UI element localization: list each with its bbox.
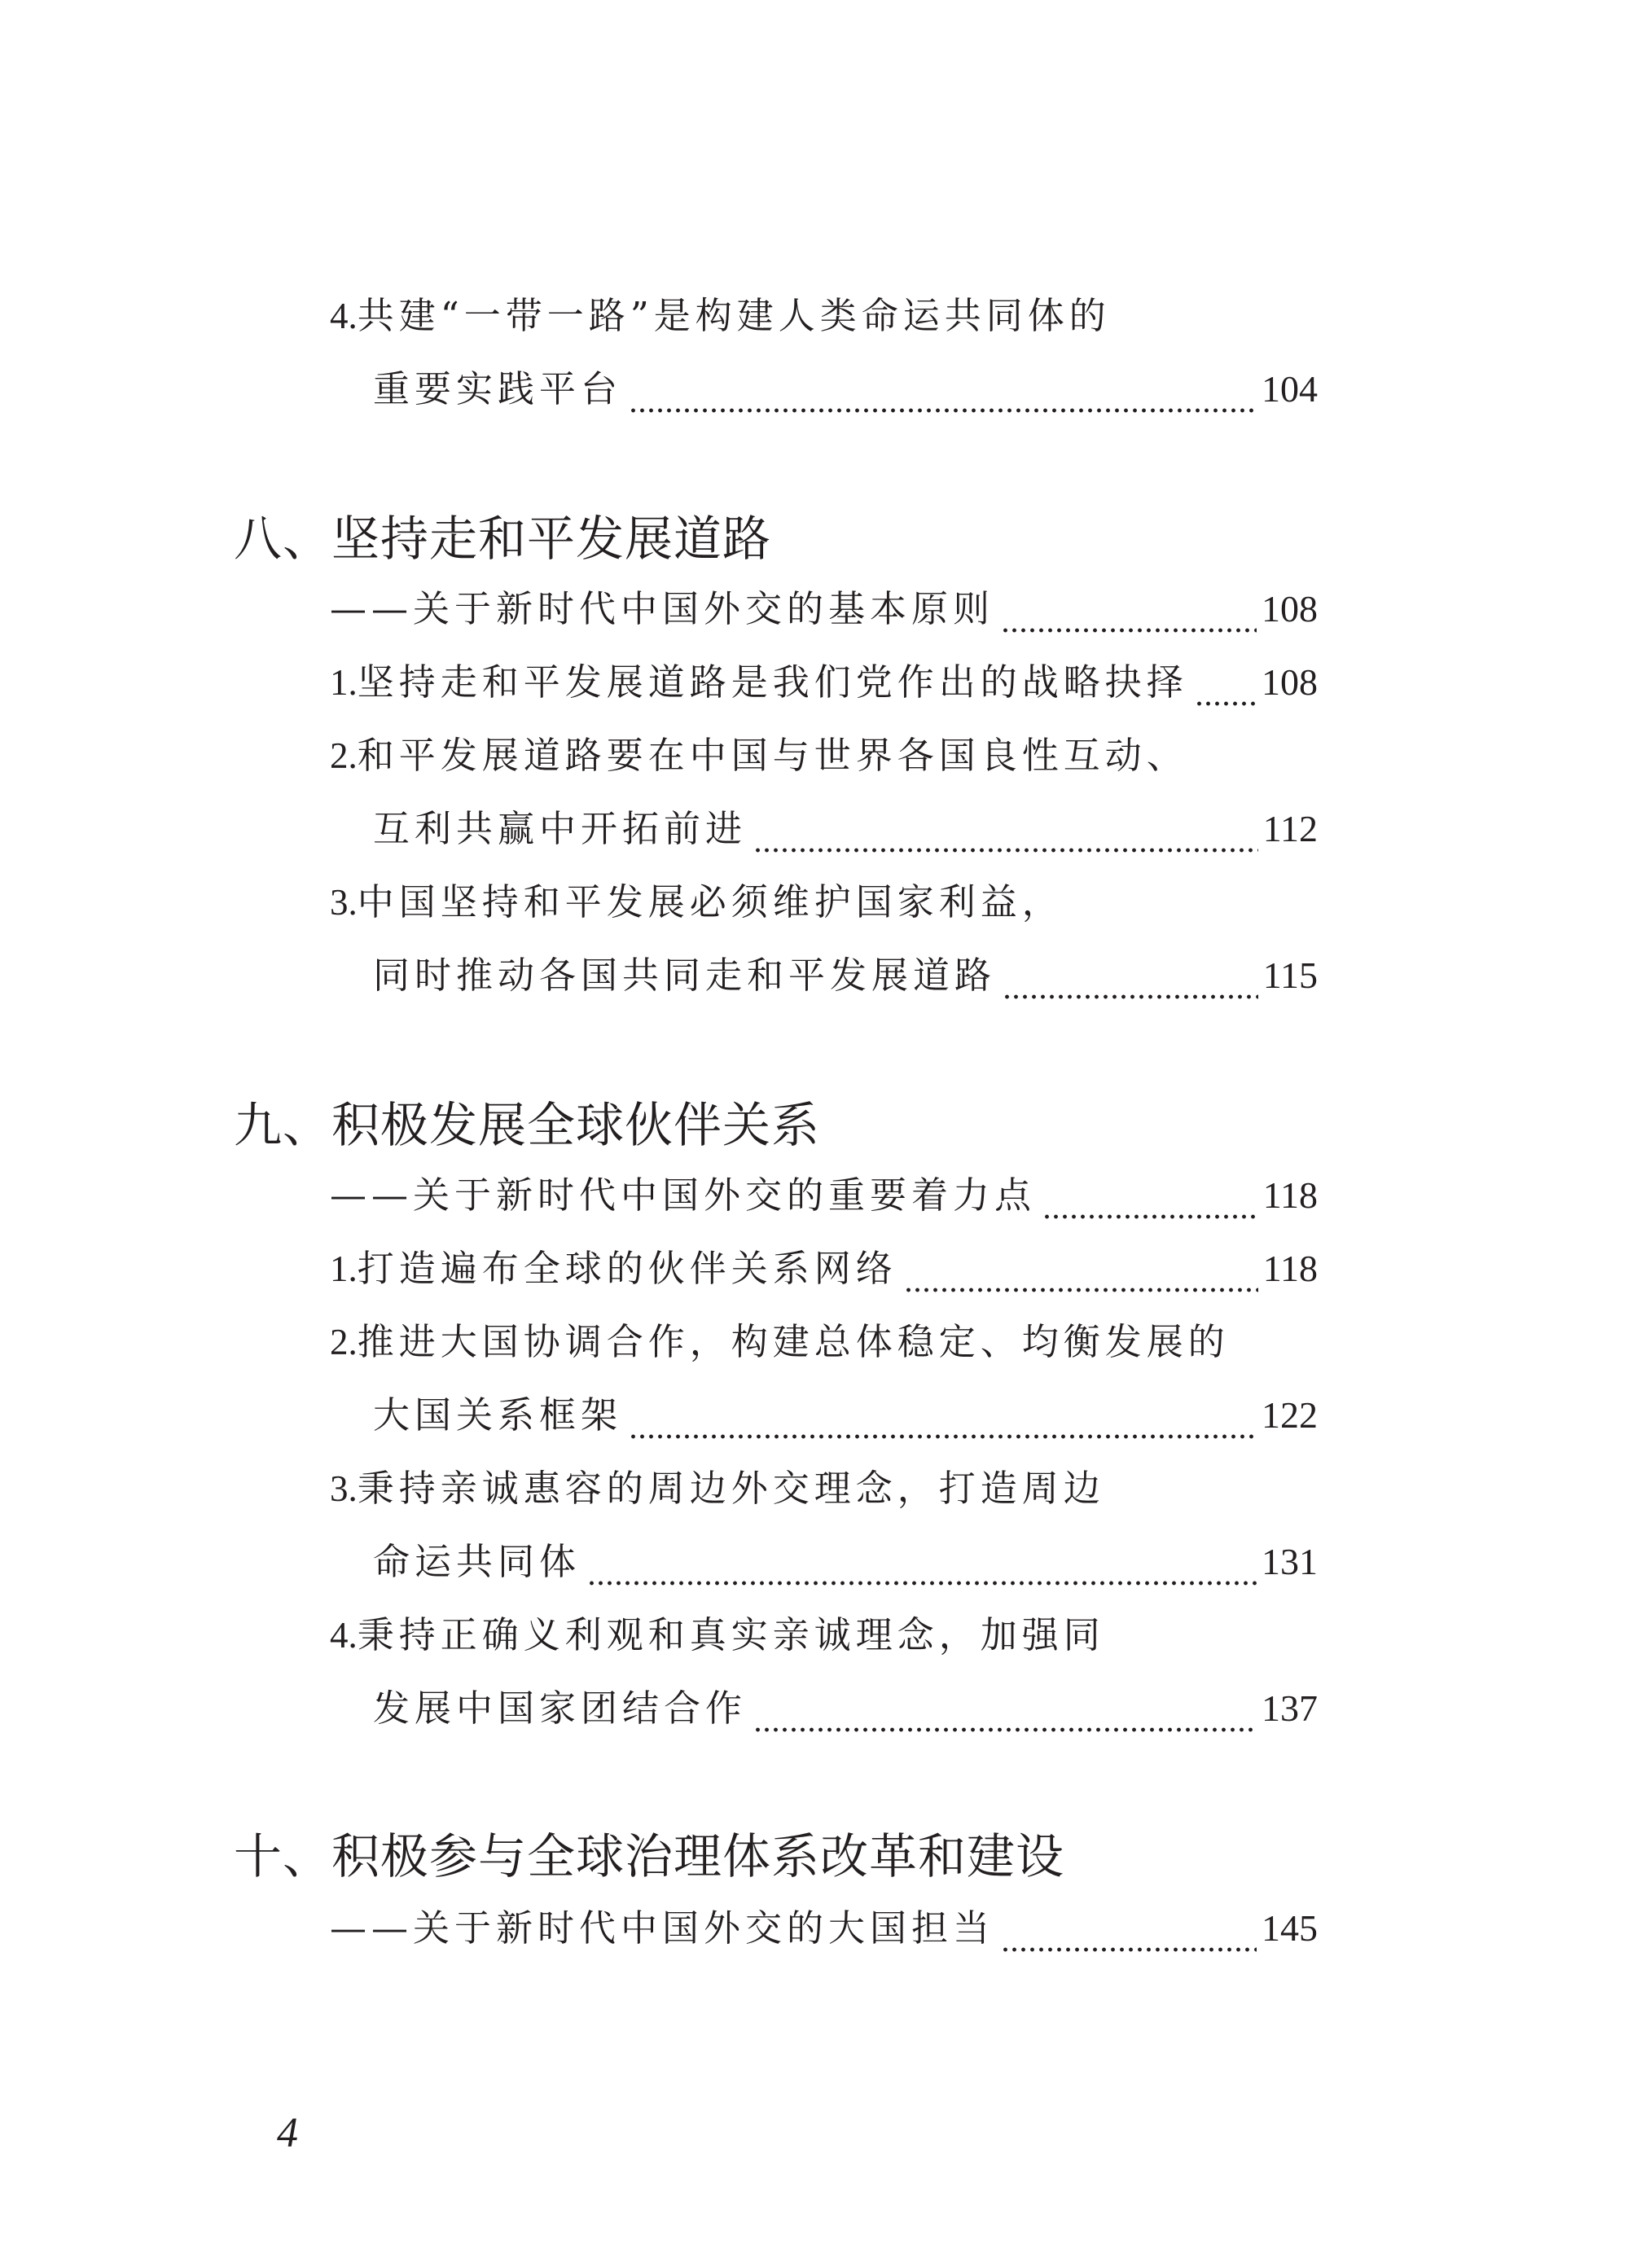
entry-title: 互利共赢中开拓前进: [373, 807, 748, 850]
section-subtitle: [330, 1171, 1318, 1220]
entry-number: 2.: [330, 735, 358, 776]
leader-dots: [1001, 597, 1257, 634]
entry-page-number: 108: [1262, 588, 1318, 630]
leader-dots: [629, 377, 1257, 414]
entry-title: 坚持走和平发展道路是我们党作出的战略抉择: [357, 660, 1188, 704]
entry-page-number: 115: [1262, 954, 1318, 996]
entry-page-number: 118: [1262, 1248, 1318, 1289]
leader-dots: [1003, 963, 1258, 1000]
entry-page-number: 137: [1262, 1687, 1318, 1729]
toc-entry: [330, 1318, 1230, 1367]
toc-entry: [330, 1244, 1318, 1293]
entry-number: 1.: [330, 662, 358, 703]
toc-entry: [330, 1611, 1105, 1660]
section-subtitle: [330, 1904, 1318, 1953]
entry-number: 1.: [330, 1248, 358, 1289]
toc-entry-continuation: [373, 1538, 1318, 1586]
entry-title: 和平发展道路要在中国与世界各国良性互动、: [357, 734, 1188, 777]
entry-title: 重要实践平台: [373, 367, 623, 410]
entry-title: ——关于新时代中国外交的基本原则: [330, 587, 995, 630]
entry-title: 发展中国家团结合作: [373, 1687, 748, 1730]
toc-entry-continuation: [373, 805, 1318, 853]
toc-entry-continuation: [373, 1391, 1318, 1440]
entry-title: ——关于新时代中国外交的大国担当: [330, 1906, 995, 1950]
entry-title: 打造遍布全球的伙伴关系网络: [357, 1247, 897, 1290]
leader-dots: [629, 1403, 1257, 1440]
page-number: 4: [277, 2110, 298, 2156]
entry-number: 4.: [330, 1615, 358, 1656]
entry-page-number: 104: [1262, 368, 1318, 410]
entry-title: 大国关系框架: [373, 1393, 623, 1437]
entry-title: 共建“一带一路”是构建人类命运共同体的: [357, 294, 1111, 337]
section-heading: 九、积极发展全球伙伴关系: [234, 1097, 821, 1153]
entry-number: 4.: [330, 296, 358, 336]
toc-entry-continuation: [373, 951, 1318, 1000]
entry-title: 同时推动各国共同走和平发展道路: [373, 954, 997, 997]
leader-dots: [753, 1696, 1257, 1733]
leader-dots: [1042, 1183, 1258, 1220]
entry-title: 秉持正确义利观和真实亲诚理念，加强同: [357, 1613, 1105, 1656]
leader-dots: [1195, 670, 1257, 707]
entry-title: 中国坚持和平发展必须维护国家利益，: [357, 880, 1064, 923]
entry-page-number: 122: [1262, 1394, 1318, 1436]
section-subtitle: [330, 585, 1318, 634]
entry-page-number: 131: [1262, 1541, 1318, 1582]
entry-number: 3.: [330, 882, 358, 923]
entry-page-number: 112: [1262, 808, 1318, 849]
entry-number: 2.: [330, 1322, 358, 1362]
leader-dots: [587, 1550, 1257, 1586]
entry-title: 秉持亲诚惠容的周边外交理念，打造周边: [357, 1467, 1105, 1510]
toc-entry: [330, 1464, 1105, 1513]
entry-title: ——关于新时代中国外交的重要着力点: [330, 1173, 1037, 1217]
entry-page-number: 108: [1262, 661, 1318, 703]
toc-entry-continuation: [373, 365, 1318, 414]
entry-number: 3.: [330, 1468, 358, 1509]
toc-entry: [330, 731, 1188, 780]
entry-page-number: 145: [1262, 1907, 1318, 1949]
leader-dots: [904, 1257, 1258, 1293]
toc-entry-continuation: [373, 1684, 1318, 1733]
section-heading: 八、坚持走和平发展道路: [234, 511, 772, 567]
section-heading: 十、积极参与全球治理体系改革和建设: [234, 1828, 1065, 1884]
entry-title: 推进大国协调合作，构建总体稳定、均衡发展的: [357, 1320, 1230, 1363]
leader-dots: [753, 817, 1258, 853]
entry-title: 命运共同体: [373, 1540, 581, 1583]
toc-entry: [330, 878, 1064, 927]
toc-entry: [330, 292, 1111, 340]
toc-entry: [330, 658, 1318, 707]
entry-page-number: 118: [1262, 1174, 1318, 1216]
leader-dots: [1001, 1916, 1257, 1953]
